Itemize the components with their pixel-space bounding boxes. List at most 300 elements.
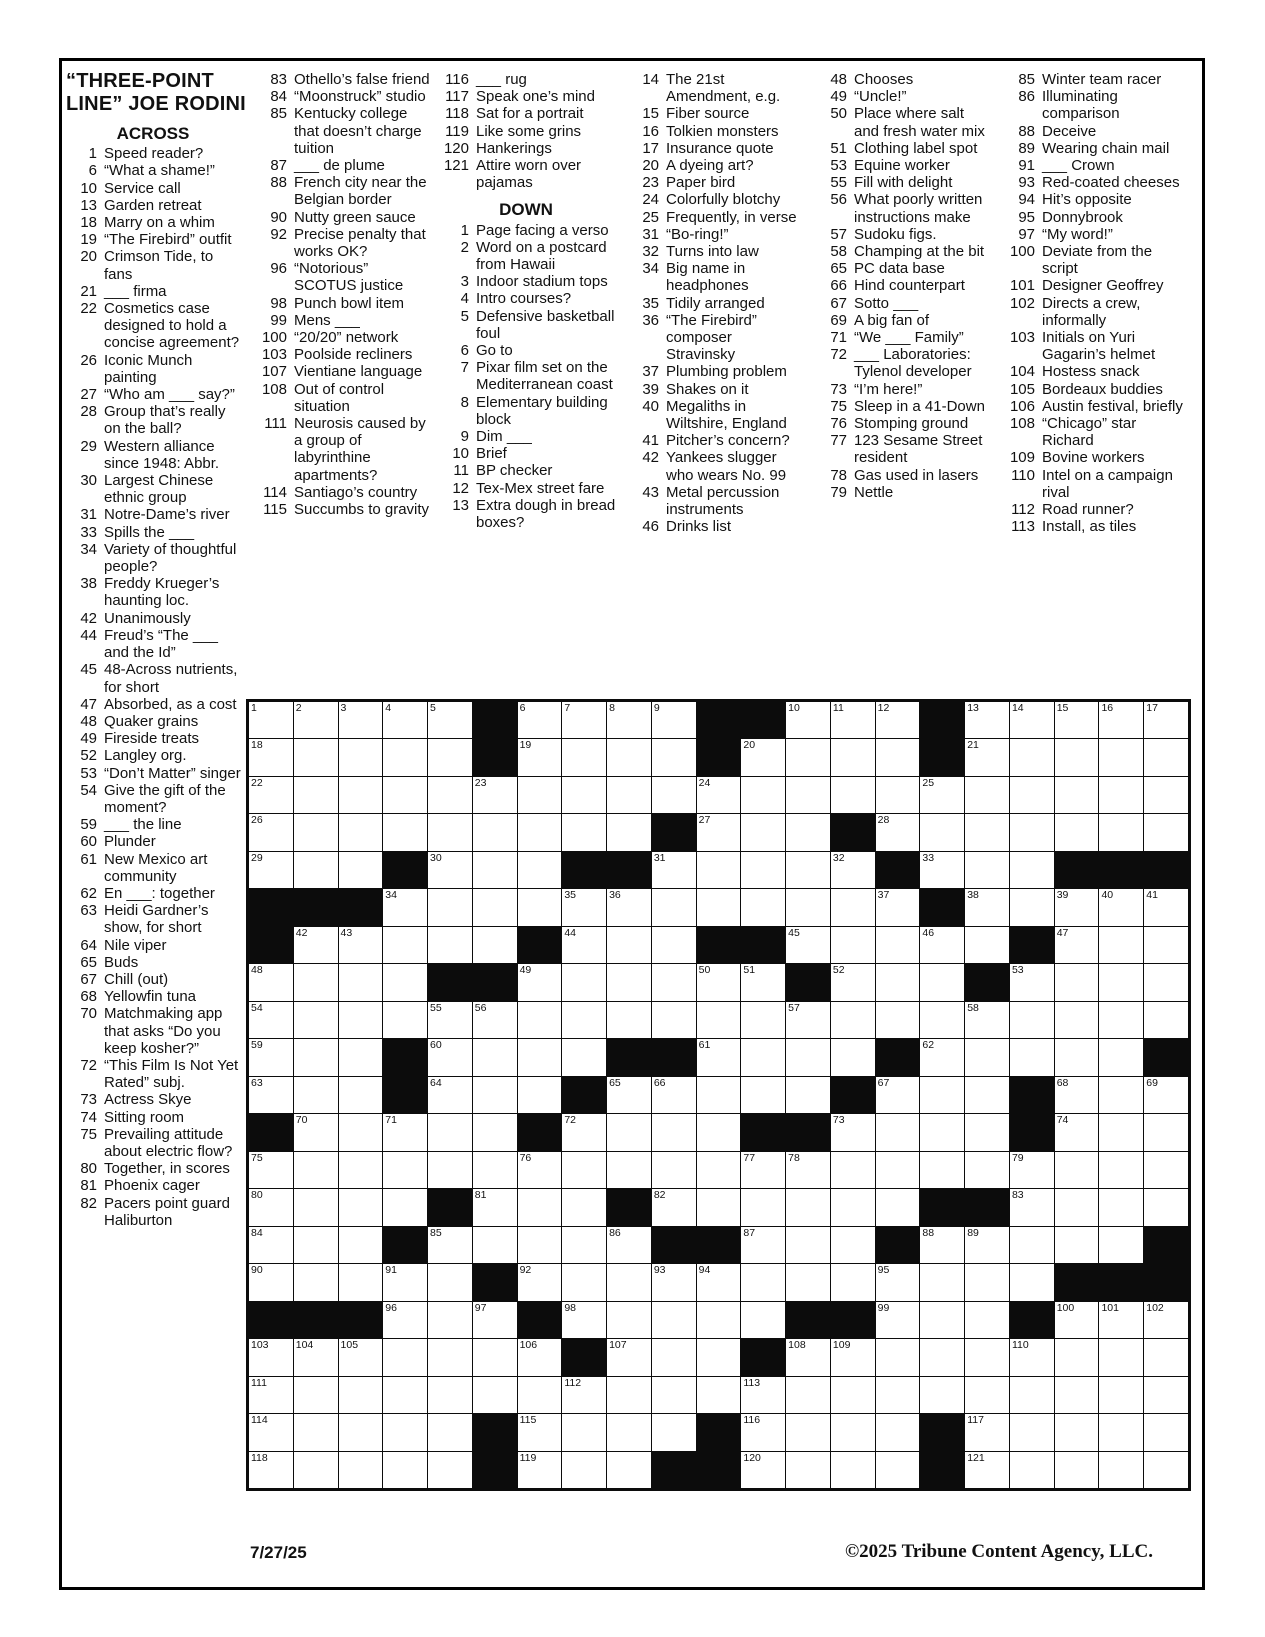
- grid-cell[interactable]: [652, 1152, 696, 1188]
- grid-cell[interactable]: [294, 1114, 338, 1150]
- grid-cell[interactable]: [428, 777, 472, 813]
- grid-cell[interactable]: [1099, 1039, 1143, 1075]
- grid-cell[interactable]: [339, 739, 383, 775]
- grid-cell[interactable]: [607, 814, 651, 850]
- grid-cell[interactable]: [876, 964, 920, 1000]
- grid-cell[interactable]: [1055, 702, 1099, 738]
- grid-cell[interactable]: [428, 889, 472, 925]
- grid-cell[interactable]: [786, 889, 830, 925]
- grid-cell[interactable]: [249, 1264, 293, 1300]
- grid-cell[interactable]: [607, 1377, 651, 1413]
- grid-cell[interactable]: [518, 852, 562, 888]
- grid-cell[interactable]: [473, 1039, 517, 1075]
- grid-cell[interactable]: [876, 777, 920, 813]
- grid-cell[interactable]: [1144, 814, 1188, 850]
- grid-cell[interactable]: [383, 1264, 427, 1300]
- grid-cell[interactable]: [1099, 1227, 1143, 1263]
- grid-cell[interactable]: [1099, 964, 1143, 1000]
- grid-cell[interactable]: [831, 1452, 875, 1488]
- grid-cell[interactable]: [876, 814, 920, 850]
- grid-cell[interactable]: [294, 1039, 338, 1075]
- grid-cell[interactable]: [518, 1452, 562, 1488]
- grid-cell[interactable]: [741, 1077, 785, 1113]
- grid-cell[interactable]: [876, 927, 920, 963]
- grid-cell[interactable]: [1010, 1414, 1054, 1450]
- grid-cell[interactable]: [339, 1077, 383, 1113]
- grid-cell[interactable]: [294, 739, 338, 775]
- grid-cell[interactable]: [786, 1039, 830, 1075]
- grid-cell[interactable]: [965, 1077, 1009, 1113]
- grid-cell[interactable]: [786, 1227, 830, 1263]
- grid-cell[interactable]: [294, 1152, 338, 1188]
- grid-cell[interactable]: [786, 1339, 830, 1375]
- grid-cell[interactable]: [1010, 1189, 1054, 1225]
- grid-cell[interactable]: [1055, 964, 1099, 1000]
- grid-cell[interactable]: [1055, 1377, 1099, 1413]
- grid-cell[interactable]: [1099, 1339, 1143, 1375]
- grid-cell[interactable]: [294, 927, 338, 963]
- grid-cell[interactable]: [294, 814, 338, 850]
- grid-cell[interactable]: [383, 1189, 427, 1225]
- grid-cell[interactable]: [249, 777, 293, 813]
- grid-cell[interactable]: [473, 1377, 517, 1413]
- grid-cell[interactable]: [786, 1077, 830, 1113]
- grid-cell[interactable]: [562, 702, 606, 738]
- grid-cell[interactable]: [607, 1152, 651, 1188]
- grid-cell[interactable]: [965, 1264, 1009, 1300]
- grid-cell[interactable]: [562, 739, 606, 775]
- grid-cell[interactable]: [831, 1414, 875, 1450]
- grid-cell[interactable]: [652, 852, 696, 888]
- grid-cell[interactable]: [249, 1377, 293, 1413]
- grid-cell[interactable]: [249, 852, 293, 888]
- grid-cell[interactable]: [697, 1339, 741, 1375]
- grid-cell[interactable]: [339, 1264, 383, 1300]
- grid-cell[interactable]: [1055, 1039, 1099, 1075]
- grid-cell[interactable]: [1144, 1114, 1188, 1150]
- grid-cell[interactable]: [294, 1227, 338, 1263]
- grid-cell[interactable]: [428, 1039, 472, 1075]
- grid-cell[interactable]: [697, 1002, 741, 1038]
- grid-cell[interactable]: [518, 814, 562, 850]
- grid-cell[interactable]: [607, 964, 651, 1000]
- grid-cell[interactable]: [428, 1302, 472, 1338]
- grid-cell[interactable]: [1099, 777, 1143, 813]
- grid-cell[interactable]: [697, 814, 741, 850]
- grid-cell[interactable]: [786, 1452, 830, 1488]
- grid-cell[interactable]: [1099, 814, 1143, 850]
- grid-cell[interactable]: [652, 889, 696, 925]
- grid-cell[interactable]: [1099, 1302, 1143, 1338]
- grid-cell[interactable]: [831, 964, 875, 1000]
- grid-cell[interactable]: [965, 1452, 1009, 1488]
- grid-cell[interactable]: [383, 927, 427, 963]
- grid-cell[interactable]: [741, 1377, 785, 1413]
- grid-cell[interactable]: [831, 739, 875, 775]
- grid-cell[interactable]: [786, 702, 830, 738]
- grid-cell[interactable]: [1010, 1039, 1054, 1075]
- grid-cell[interactable]: [294, 1264, 338, 1300]
- grid-cell[interactable]: [1055, 1152, 1099, 1188]
- grid-cell[interactable]: [473, 1302, 517, 1338]
- grid-cell[interactable]: [473, 1114, 517, 1150]
- grid-cell[interactable]: [1010, 1377, 1054, 1413]
- grid-cell[interactable]: [786, 1152, 830, 1188]
- grid-cell[interactable]: [607, 1077, 651, 1113]
- grid-cell[interactable]: [786, 739, 830, 775]
- grid-cell[interactable]: [518, 1039, 562, 1075]
- grid-cell[interactable]: [786, 777, 830, 813]
- grid-cell[interactable]: [1099, 1414, 1143, 1450]
- grid-cell[interactable]: [339, 1152, 383, 1188]
- grid-cell[interactable]: [1099, 739, 1143, 775]
- grid-cell[interactable]: [249, 1452, 293, 1488]
- grid-cell[interactable]: [383, 1377, 427, 1413]
- grid-cell[interactable]: [562, 1227, 606, 1263]
- grid-cell[interactable]: [652, 777, 696, 813]
- grid-cell[interactable]: [562, 1039, 606, 1075]
- grid-cell[interactable]: [786, 1264, 830, 1300]
- grid-cell[interactable]: [339, 1377, 383, 1413]
- grid-cell[interactable]: [249, 1339, 293, 1375]
- grid-cell[interactable]: [339, 1414, 383, 1450]
- grid-cell[interactable]: [562, 1414, 606, 1450]
- grid-cell[interactable]: [473, 777, 517, 813]
- grid-cell[interactable]: [473, 852, 517, 888]
- grid-cell[interactable]: [518, 1189, 562, 1225]
- grid-cell[interactable]: [1010, 814, 1054, 850]
- grid-cell[interactable]: [652, 1414, 696, 1450]
- grid-cell[interactable]: [831, 1227, 875, 1263]
- grid-cell[interactable]: [428, 1152, 472, 1188]
- grid-cell[interactable]: [562, 964, 606, 1000]
- grid-cell[interactable]: [383, 889, 427, 925]
- grid-cell[interactable]: [383, 739, 427, 775]
- grid-cell[interactable]: [1055, 1002, 1099, 1038]
- grid-cell[interactable]: [294, 1452, 338, 1488]
- grid-cell[interactable]: [697, 1302, 741, 1338]
- grid-cell[interactable]: [518, 702, 562, 738]
- grid-cell[interactable]: [652, 1077, 696, 1113]
- grid-cell[interactable]: [473, 1227, 517, 1263]
- grid-cell[interactable]: [652, 964, 696, 1000]
- grid-cell[interactable]: [697, 852, 741, 888]
- grid-cell[interactable]: [1099, 927, 1143, 963]
- grid-cell[interactable]: [607, 1452, 651, 1488]
- grid-cell[interactable]: [1055, 1189, 1099, 1225]
- grid-cell[interactable]: [876, 1002, 920, 1038]
- grid-cell[interactable]: [697, 964, 741, 1000]
- grid-cell[interactable]: [473, 889, 517, 925]
- grid-cell[interactable]: [831, 1264, 875, 1300]
- grid-cell[interactable]: [607, 927, 651, 963]
- grid-cell[interactable]: [339, 1339, 383, 1375]
- grid-cell[interactable]: [607, 702, 651, 738]
- grid-cell[interactable]: [965, 1039, 1009, 1075]
- grid-cell[interactable]: [697, 1377, 741, 1413]
- grid-cell[interactable]: [965, 1227, 1009, 1263]
- grid-cell[interactable]: [1010, 739, 1054, 775]
- grid-cell[interactable]: [249, 1227, 293, 1263]
- grid-cell[interactable]: [1144, 889, 1188, 925]
- grid-cell[interactable]: [383, 1339, 427, 1375]
- grid-cell[interactable]: [831, 777, 875, 813]
- grid-cell[interactable]: [428, 927, 472, 963]
- grid-cell[interactable]: [383, 964, 427, 1000]
- grid-cell[interactable]: [1010, 1002, 1054, 1038]
- grid-cell[interactable]: [518, 964, 562, 1000]
- grid-cell[interactable]: [697, 1189, 741, 1225]
- grid-cell[interactable]: [652, 1339, 696, 1375]
- grid-cell[interactable]: [1055, 1339, 1099, 1375]
- grid-cell[interactable]: [562, 1114, 606, 1150]
- grid-cell[interactable]: [518, 889, 562, 925]
- grid-cell[interactable]: [786, 1189, 830, 1225]
- grid-cell[interactable]: [741, 1414, 785, 1450]
- grid-cell[interactable]: [786, 852, 830, 888]
- grid-cell[interactable]: [428, 1077, 472, 1113]
- grid-cell[interactable]: [652, 1264, 696, 1300]
- grid-cell[interactable]: [697, 1039, 741, 1075]
- grid-cell[interactable]: [607, 1264, 651, 1300]
- grid-cell[interactable]: [786, 927, 830, 963]
- grid-cell[interactable]: [741, 814, 785, 850]
- grid-cell[interactable]: [876, 1452, 920, 1488]
- grid-cell[interactable]: [249, 1189, 293, 1225]
- grid-cell[interactable]: [965, 814, 1009, 850]
- grid-cell[interactable]: [965, 927, 1009, 963]
- grid-cell[interactable]: [920, 1114, 964, 1150]
- grid-cell[interactable]: [1144, 1189, 1188, 1225]
- grid-cell[interactable]: [562, 889, 606, 925]
- grid-cell[interactable]: [876, 1152, 920, 1188]
- grid-cell[interactable]: [831, 702, 875, 738]
- grid-cell[interactable]: [652, 1002, 696, 1038]
- grid-cell[interactable]: [920, 964, 964, 1000]
- grid-cell[interactable]: [697, 1077, 741, 1113]
- grid-cell[interactable]: [1144, 1302, 1188, 1338]
- grid-cell[interactable]: [383, 1002, 427, 1038]
- grid-cell[interactable]: [786, 1414, 830, 1450]
- grid-cell[interactable]: [339, 927, 383, 963]
- grid-cell[interactable]: [1144, 702, 1188, 738]
- grid-cell[interactable]: [607, 1339, 651, 1375]
- grid-cell[interactable]: [562, 1002, 606, 1038]
- grid-cell[interactable]: [741, 889, 785, 925]
- grid-cell[interactable]: [1099, 1002, 1143, 1038]
- grid-cell[interactable]: [294, 1189, 338, 1225]
- grid-cell[interactable]: [697, 1114, 741, 1150]
- grid-cell[interactable]: [1099, 889, 1143, 925]
- grid-cell[interactable]: [1010, 964, 1054, 1000]
- grid-cell[interactable]: [965, 702, 1009, 738]
- grid-cell[interactable]: [1010, 1264, 1054, 1300]
- grid-cell[interactable]: [339, 1189, 383, 1225]
- grid-cell[interactable]: [428, 1002, 472, 1038]
- grid-cell[interactable]: [562, 1264, 606, 1300]
- grid-cell[interactable]: [831, 1114, 875, 1150]
- grid-cell[interactable]: [831, 1377, 875, 1413]
- grid-cell[interactable]: [965, 1302, 1009, 1338]
- grid-cell[interactable]: [1099, 1114, 1143, 1150]
- grid-cell[interactable]: [741, 1039, 785, 1075]
- grid-cell[interactable]: [920, 1039, 964, 1075]
- grid-cell[interactable]: [1010, 777, 1054, 813]
- grid-cell[interactable]: [428, 1452, 472, 1488]
- grid-cell[interactable]: [652, 1114, 696, 1150]
- grid-cell[interactable]: [428, 1114, 472, 1150]
- grid-cell[interactable]: [876, 739, 920, 775]
- grid-cell[interactable]: [607, 1302, 651, 1338]
- grid-cell[interactable]: [249, 964, 293, 1000]
- grid-cell[interactable]: [607, 777, 651, 813]
- grid-cell[interactable]: [428, 1227, 472, 1263]
- grid-cell[interactable]: [249, 1077, 293, 1113]
- grid-cell[interactable]: [518, 1227, 562, 1263]
- grid-cell[interactable]: [294, 1077, 338, 1113]
- grid-cell[interactable]: [786, 814, 830, 850]
- grid-cell[interactable]: [1099, 1189, 1143, 1225]
- grid-cell[interactable]: [786, 1377, 830, 1413]
- grid-cell[interactable]: [339, 1002, 383, 1038]
- grid-cell[interactable]: [741, 739, 785, 775]
- grid-cell[interactable]: [249, 1414, 293, 1450]
- grid-cell[interactable]: [1144, 1377, 1188, 1413]
- grid-cell[interactable]: [697, 1264, 741, 1300]
- grid-cell[interactable]: [607, 1114, 651, 1150]
- grid-cell[interactable]: [831, 852, 875, 888]
- grid-cell[interactable]: [652, 1302, 696, 1338]
- grid-cell[interactable]: [339, 852, 383, 888]
- grid-cell[interactable]: [1010, 1227, 1054, 1263]
- grid-cell[interactable]: [383, 1414, 427, 1450]
- grid-cell[interactable]: [1010, 889, 1054, 925]
- grid-cell[interactable]: [741, 964, 785, 1000]
- grid-cell[interactable]: [741, 1152, 785, 1188]
- grid-cell[interactable]: [1055, 1414, 1099, 1450]
- grid-cell[interactable]: [920, 1264, 964, 1300]
- grid-cell[interactable]: [294, 1414, 338, 1450]
- grid-cell[interactable]: [920, 1377, 964, 1413]
- grid-cell[interactable]: [562, 927, 606, 963]
- grid-cell[interactable]: [1144, 964, 1188, 1000]
- grid-cell[interactable]: [518, 1377, 562, 1413]
- grid-cell[interactable]: [652, 1189, 696, 1225]
- grid-cell[interactable]: [339, 1227, 383, 1263]
- grid-cell[interactable]: [831, 1339, 875, 1375]
- grid-cell[interactable]: [697, 889, 741, 925]
- grid-cell[interactable]: [1144, 1339, 1188, 1375]
- grid-cell[interactable]: [920, 1152, 964, 1188]
- grid-cell[interactable]: [428, 739, 472, 775]
- grid-cell[interactable]: [920, 1002, 964, 1038]
- grid-cell[interactable]: [383, 1302, 427, 1338]
- grid-cell[interactable]: [607, 1414, 651, 1450]
- grid-cell[interactable]: [1055, 814, 1099, 850]
- grid-cell[interactable]: [428, 1414, 472, 1450]
- grid-cell[interactable]: [1144, 739, 1188, 775]
- grid-cell[interactable]: [249, 814, 293, 850]
- grid-cell[interactable]: [339, 964, 383, 1000]
- grid-cell[interactable]: [1144, 1414, 1188, 1450]
- grid-cell[interactable]: [428, 1339, 472, 1375]
- grid-cell[interactable]: [652, 927, 696, 963]
- grid-cell[interactable]: [965, 889, 1009, 925]
- grid-cell[interactable]: [741, 1189, 785, 1225]
- grid-cell[interactable]: [249, 1152, 293, 1188]
- grid-cell[interactable]: [518, 777, 562, 813]
- grid-cell[interactable]: [607, 889, 651, 925]
- grid-cell[interactable]: [473, 1077, 517, 1113]
- grid-cell[interactable]: [339, 702, 383, 738]
- grid-cell[interactable]: [652, 702, 696, 738]
- grid-cell[interactable]: [518, 1002, 562, 1038]
- grid-cell[interactable]: [741, 777, 785, 813]
- grid-cell[interactable]: [831, 1039, 875, 1075]
- grid-cell[interactable]: [249, 1039, 293, 1075]
- grid-cell[interactable]: [607, 1002, 651, 1038]
- grid-cell[interactable]: [383, 1114, 427, 1150]
- grid-cell[interactable]: [1144, 1152, 1188, 1188]
- grid-cell[interactable]: [428, 702, 472, 738]
- grid-cell[interactable]: [920, 852, 964, 888]
- grid-cell[interactable]: [1055, 1077, 1099, 1113]
- grid-cell[interactable]: [1055, 889, 1099, 925]
- grid-cell[interactable]: [249, 702, 293, 738]
- grid-cell[interactable]: [920, 927, 964, 963]
- grid-cell[interactable]: [518, 739, 562, 775]
- grid-cell[interactable]: [920, 1302, 964, 1338]
- grid-cell[interactable]: [1099, 1377, 1143, 1413]
- grid-cell[interactable]: [831, 927, 875, 963]
- grid-cell[interactable]: [697, 777, 741, 813]
- grid-cell[interactable]: [1055, 1227, 1099, 1263]
- grid-cell[interactable]: [562, 1377, 606, 1413]
- grid-cell[interactable]: [1010, 1339, 1054, 1375]
- grid-cell[interactable]: [383, 702, 427, 738]
- grid-cell[interactable]: [249, 1002, 293, 1038]
- grid-cell[interactable]: [1055, 1114, 1099, 1150]
- grid-cell[interactable]: [518, 1339, 562, 1375]
- grid-cell[interactable]: [965, 1377, 1009, 1413]
- grid-cell[interactable]: [920, 1077, 964, 1113]
- grid-cell[interactable]: [876, 889, 920, 925]
- grid-cell[interactable]: [965, 1002, 1009, 1038]
- grid-cell[interactable]: [1055, 1302, 1099, 1338]
- grid-cell[interactable]: [518, 1077, 562, 1113]
- grid-cell[interactable]: [741, 1002, 785, 1038]
- grid-cell[interactable]: [920, 814, 964, 850]
- grid-cell[interactable]: [920, 777, 964, 813]
- grid-cell[interactable]: [831, 889, 875, 925]
- grid-cell[interactable]: [876, 1302, 920, 1338]
- grid-cell[interactable]: [428, 1377, 472, 1413]
- grid-cell[interactable]: [562, 1302, 606, 1338]
- grid-cell[interactable]: [294, 777, 338, 813]
- grid-cell[interactable]: [562, 1452, 606, 1488]
- grid-cell[interactable]: [965, 1114, 1009, 1150]
- grid-cell[interactable]: [294, 852, 338, 888]
- grid-cell[interactable]: [294, 1377, 338, 1413]
- grid-cell[interactable]: [383, 814, 427, 850]
- grid-cell[interactable]: [294, 702, 338, 738]
- grid-cell[interactable]: [920, 1339, 964, 1375]
- grid-cell[interactable]: [831, 1189, 875, 1225]
- grid-cell[interactable]: [294, 1339, 338, 1375]
- grid-cell[interactable]: [562, 1152, 606, 1188]
- grid-cell[interactable]: [1144, 1002, 1188, 1038]
- grid-cell[interactable]: [1099, 1152, 1143, 1188]
